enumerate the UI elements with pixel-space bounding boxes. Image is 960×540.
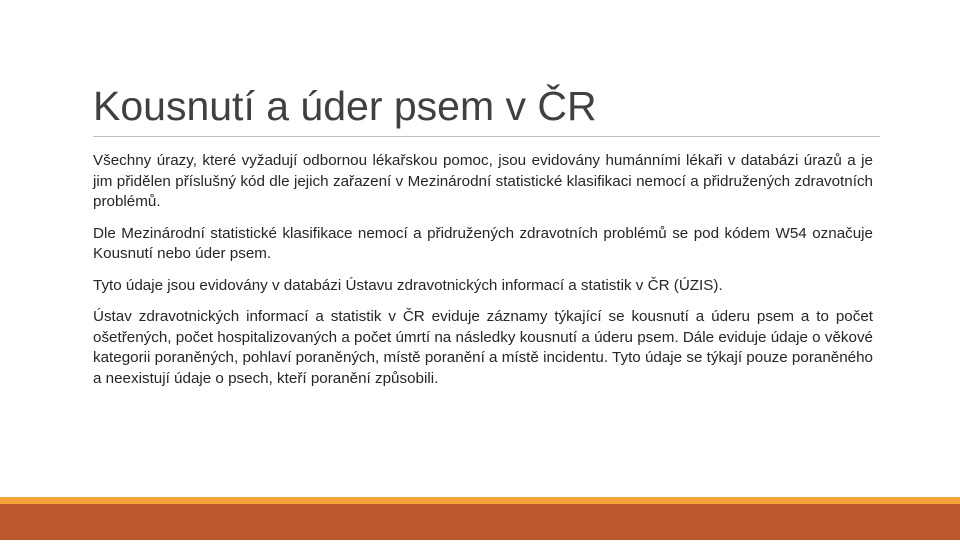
body-paragraph: Dle Mezinárodní statistické klasifikace nemocí a přidružených zdravotních problémů se pod kódem W54 označuje Kousnutí nebo úder psem. [93, 224, 873, 262]
title-divider [93, 136, 880, 137]
body-paragraph: Tyto údaje jsou evidovány v databázi Ústavu zdravotnických informací a statistik v ČR (ÚZIS). [93, 276, 723, 294]
slide-title: Kousnutí a úder psem v ČR [93, 83, 597, 129]
footer-band [0, 504, 960, 540]
body-paragraph: Ústav zdravotnických informací a statistik v ČR eviduje záznamy týkající se kousnutí a úderu psem a to počet ošetřených, počet hospitalizovaných a počet úmrtí na následky kousnutí a úderu psem. Dále eviduje údaje o věkové kategorii poraněných, pohlaví poraněných, místě poranění a místě incidentu. Tyto údaje se týkají pouze poraněného a neexistují údaje o psech, kteří poranění způsobili. [93, 308, 873, 387]
footer-accent-stripe [0, 497, 960, 504]
slide-body [93, 151, 873, 400]
body-paragraph: Všechny úrazy, které vyžadují odbornou lékařskou pomoc, jsou evidovány humánními lékaři v databázi úrazů a je jim přidělen příslušný kód dle jejich zařazení v Mezinárodní statistické klasifikaci nemocí a přidružených zdravotních problémů. [93, 152, 873, 210]
